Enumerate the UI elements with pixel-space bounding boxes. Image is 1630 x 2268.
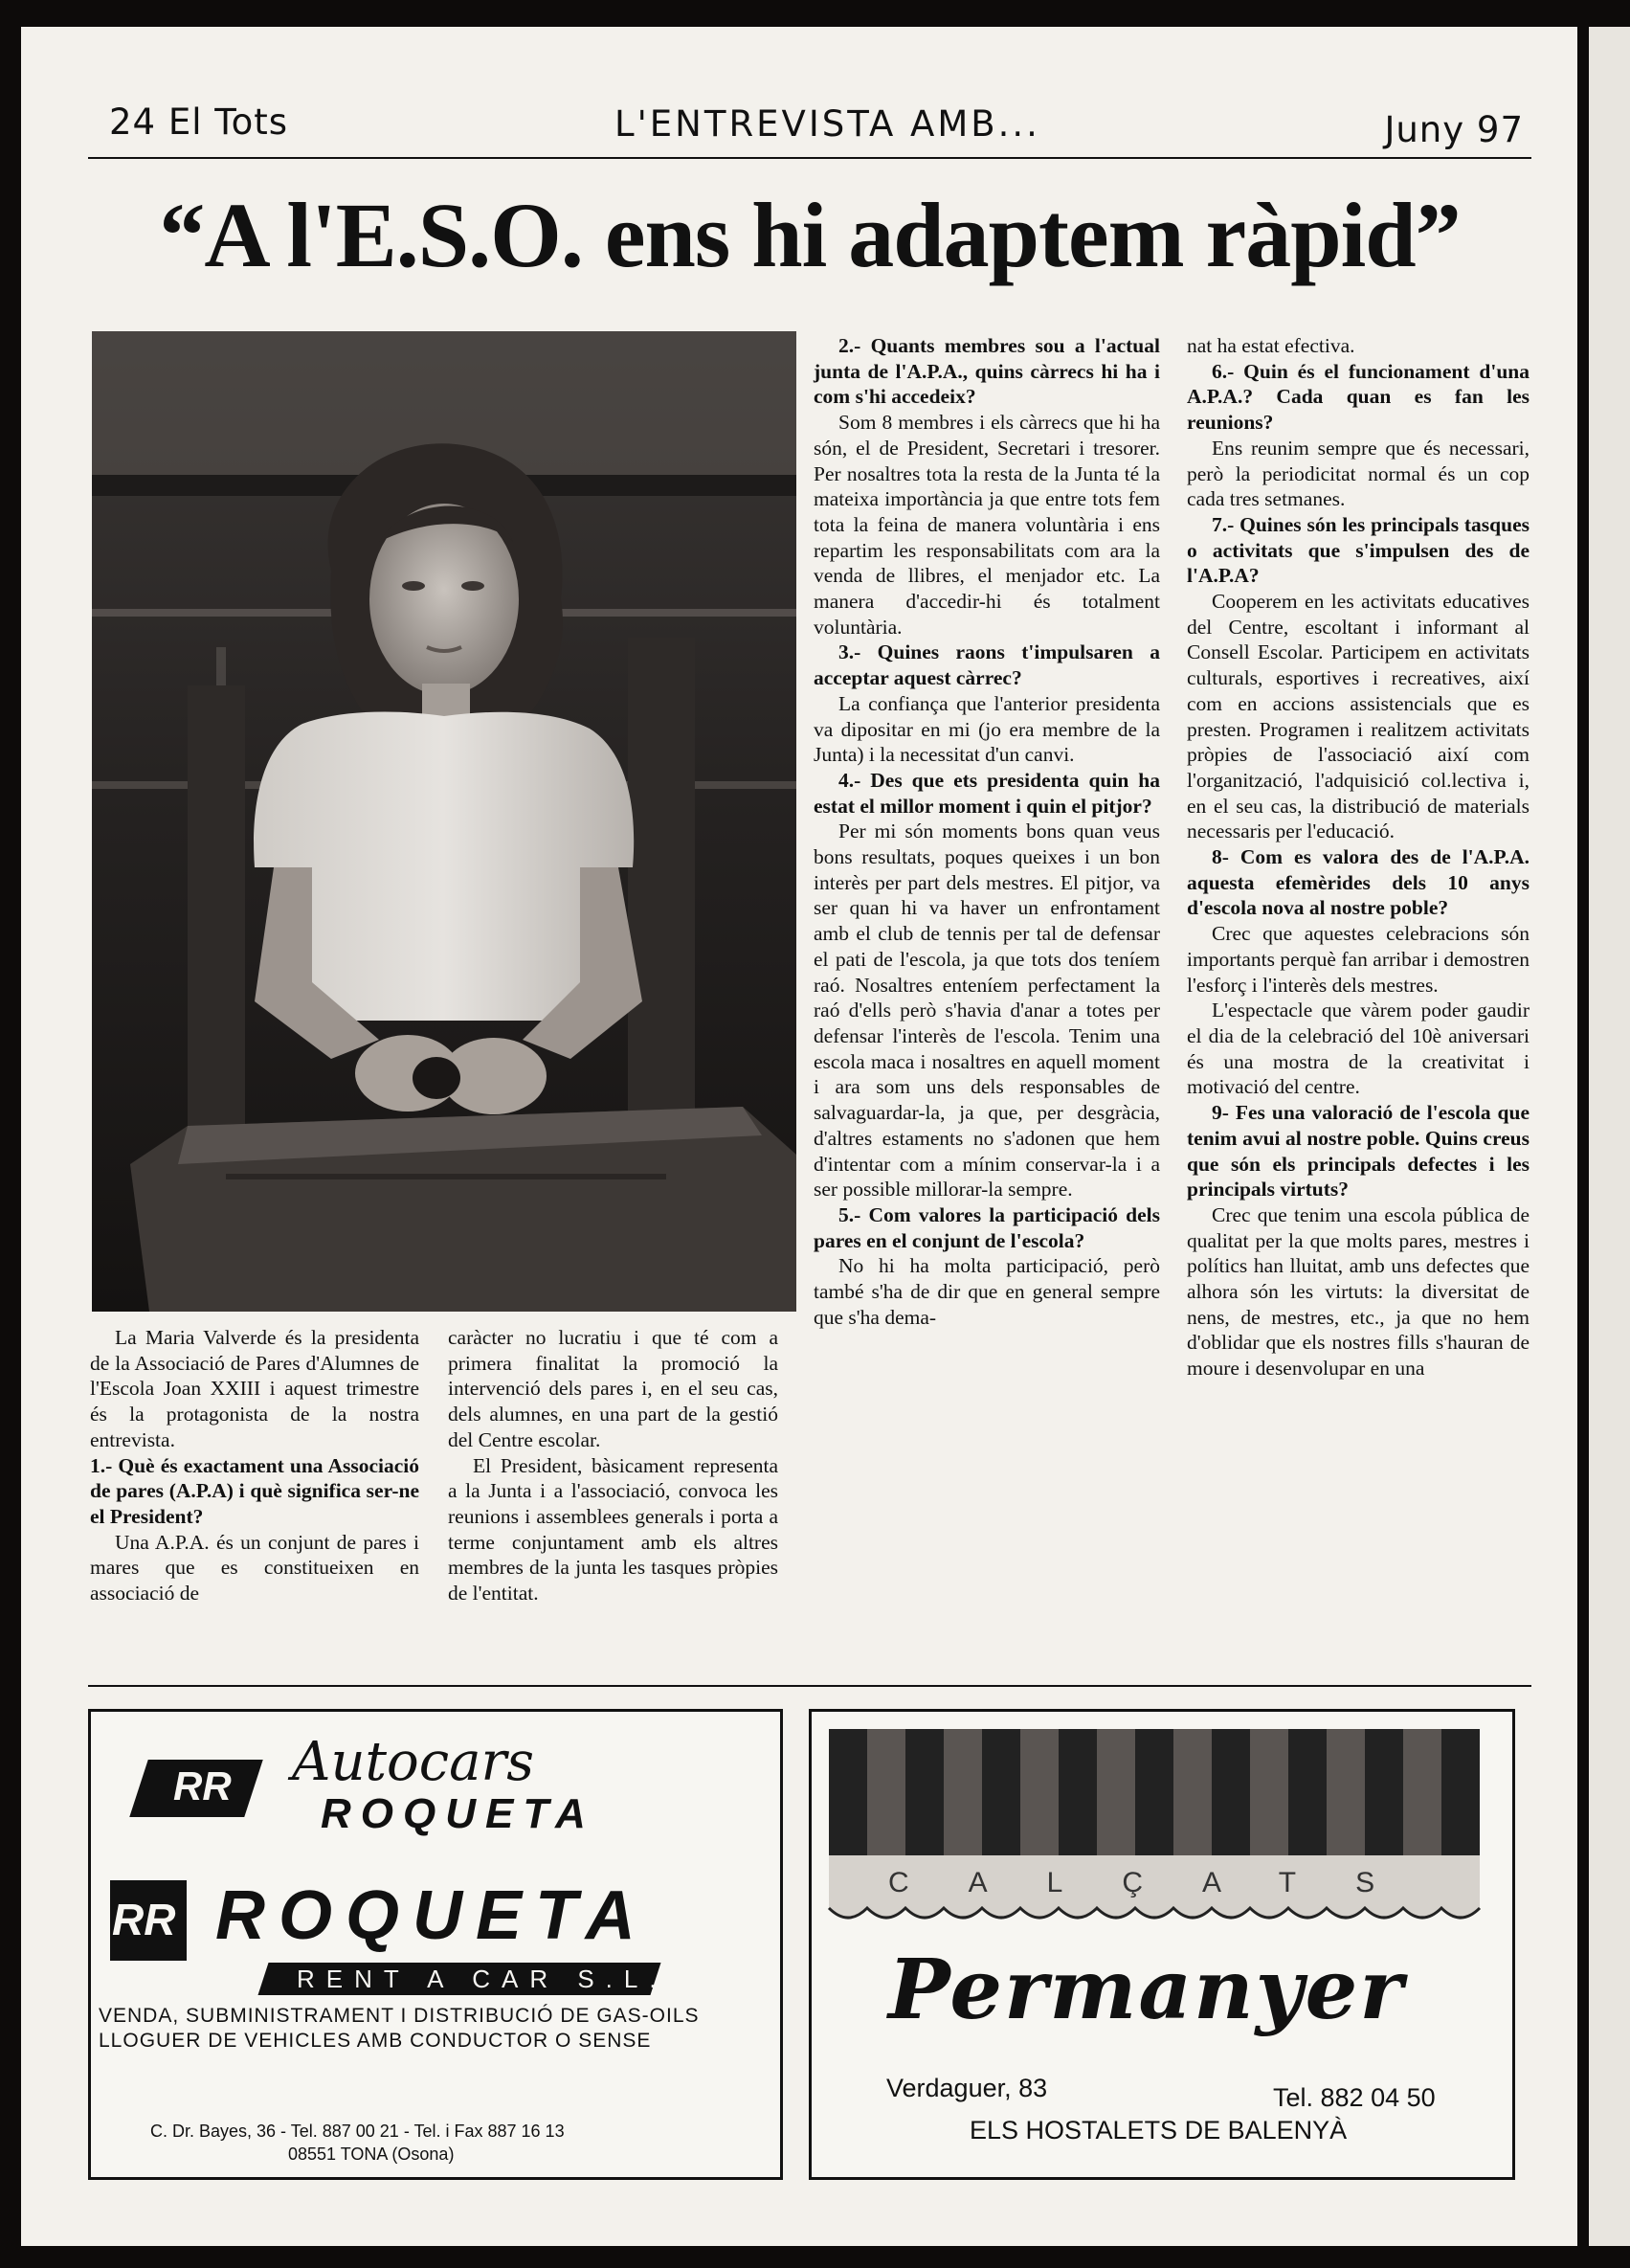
permanyer-street: Verdaguer, 83 <box>886 2074 1048 2102</box>
intro-paragraph: La Maria Valverde és la presidenta de la Associació de Pares d'Alumnes de l'Escola Joan XXIII i aquest trimestre és la protagonista de la nostra entrevista. <box>90 1326 419 1451</box>
answer-7: Cooperem en les activitats educatives del Centre, escoltant i informant al Consell Escolar. Participem en activitats culturals, esportives i recreatives, així com en accions assistencials que es presten. Programen i realitzem activitats pròpies de l'associació així com l'organització, l'adquisició col.lectiva i, en el seu cas, la distribució de materials necessaris per l'educació. <box>1187 590 1530 843</box>
roqueta-logo-mark-2: RR <box>112 1895 176 1944</box>
ad-calcats-permanyer <box>809 1709 1515 2180</box>
page-number-and-title: 24 El Tots <box>109 101 288 143</box>
question-3: 3.- Quines raons t'impulsaren a acceptar aquest càrrec? <box>814 640 1160 690</box>
answer-6: Ens reunim sempre que és necessari, però la periodicitat normal és un cop cada tres setmanes. <box>1187 436 1530 511</box>
permanyer-phone: Tel. 882 04 50 <box>1273 2083 1436 2112</box>
answer-4: Per mi són moments bons quan veus bons resultats, poques queixes i un bon interès per part dels mestres. El pitjor, va ser quan hi va haver un enfrontament amb el club de tennis per tal de defensar el pati de l'escola, ja que tots dos teníem raó. Nosaltres enteníem perfectament la raó d'ells però s'havia d'anar a totes per defensar l'interès de l'escola. Tenim una escola maca i nosaltres en aquell moment i ara som uns dels responsables de salvaguardar-la, ja que, per desgràcia, d'altres estaments no s'adonen que hem d'intentar com a mínim conservar-la i a ser possible millorar-la sempre. <box>814 820 1160 1201</box>
answer-1-president: El President, bàsicament representa a la Junta i a l'associació, convoca les reunions i assemblees generals i porta a terme conjuntament amb els altres membres de la junta les tasques pròpies de l'entitat. <box>448 1453 778 1606</box>
roqueta-services-1: VENDA, SUBMINISTRAMENT I DISTRIBUCIÓ DE GAS-OILS <box>99 2005 700 2027</box>
roqueta-address: C. Dr. Bayes, 36 - Tel. 887 00 21 - Tel. i Fax 887 16 13 <box>150 2122 565 2141</box>
answer-2: Som 8 membres i els càrrecs que hi ha són, el de President, Secretari i tresorer. Per nosaltres tota la resta de la Junta té la mateixa importància ja que entre tots fem tota la feina de manera voluntària i ens repartim les responsabilitats com ara la venda de llibres, el menjador etc. La manera d'accedir-hi és totalment voluntària. <box>814 411 1160 639</box>
column-4 <box>1187 333 1530 1381</box>
ads-divider <box>88 1685 1531 1687</box>
awning-label: CALÇATS <box>888 1867 1435 1898</box>
answer-5: No hi ha molta participació, però també s'ha de dir que en general sempre que s'ha dema- <box>814 1254 1160 1329</box>
answer-1-continued: caràcter no lucratiu i que té com a primera finalitat la promoció la intervenció dels pares i, en el seu cas, dels alumnes, en una part de la gestió del Centre escolar. <box>448 1326 778 1451</box>
roqueta-city: 08551 TONA (Osona) <box>288 2144 455 2164</box>
question-5: 5.- Com valores la participació dels pares en el conjunt de l'escola? <box>814 1202 1160 1252</box>
question-2: 2.- Quants membres sou a l'actual junta de l'A.P.A., quins càrrecs hi ha i com s'hi accedeix? <box>814 334 1160 409</box>
rent-a-car-label: RENT A CAR S.L. <box>297 1965 668 1993</box>
answer-9: Crec que tenim una escola pública de qualitat per la que molts pares, mestres i polítics han lluitat, amb uns defectes que alhora són les virtuts: la diversitat de nens, de mestres, etc., ja que no hem d'oblidar que els nostres fills s'hauran de moure i desenvolupar en una <box>1187 1202 1530 1381</box>
question-8: 8- Com es valora des de l'A.P.A. aquesta efemèrides dels 10 anys d'escola nova al nostre poble? <box>1187 845 1530 920</box>
answer-3: La confiança que l'anterior presidenta va dipositar en mi (jo era membre de la Junta) i la necessitat d'un canvi. <box>814 691 1160 767</box>
headline: “A l'E.S.O. ens hi adaptem ràpid” <box>159 184 1461 286</box>
column-3 <box>814 333 1160 1330</box>
question-7: 7.- Quines són les principals tasques o activitats que s'impulsen des de l'A.P.A? <box>1187 512 1530 588</box>
answer-1: Una A.P.A. és un conjunt de pares i mares que es constitueixen en associació de <box>90 1530 419 1606</box>
page-header <box>88 80 1531 159</box>
answer-8b: L'espectacle que vàrem poder gaudir el dia de la celebració del 10è aniversari és una mostra de la creativitat i motivació del centre. <box>1187 999 1530 1099</box>
question-6: 6.- Quin és el funcionament d'una A.P.A.? Cada quan es fan les reunions? <box>1187 359 1530 435</box>
roqueta-brand-large: ROQUETA <box>215 1877 649 1954</box>
column-1 <box>90 1325 419 1606</box>
question-9: 9- Fes una valoració de l'escola que tenim avui al nostre poble. Quins creus que són els principals defectes i les principals virtuts? <box>1187 1101 1530 1201</box>
roqueta-logo-mark: RR <box>173 1763 232 1808</box>
permanyer-brand: Permanyer <box>888 1942 1405 2038</box>
roqueta-services-2: LLOGUER DE VEHICLES AMB CONDUCTOR O SENSE <box>99 2030 652 2052</box>
column-2 <box>448 1325 778 1606</box>
portrait-photo-illustration <box>92 331 796 1312</box>
section-title: L'ENTREVISTA AMB... <box>614 103 1040 145</box>
issue-date: Juny 97 <box>1384 109 1524 150</box>
roqueta-script: Autocars <box>292 1731 534 1793</box>
question-1: 1.- Què és exactament una Associació de pares (A.P.A) i què significa ser-ne el President? <box>90 1453 419 1528</box>
ad-autocars-roqueta <box>88 1709 783 2180</box>
next-page-edge <box>1589 27 1630 2246</box>
answer-8a: Crec que aquestes celebracions són importants perquè fan arribar i demostren l'esforç i l'interès dels mestres. <box>1187 922 1530 997</box>
portrait-photo <box>92 331 796 1312</box>
roqueta-brand-small: ROQUETA <box>321 1790 595 1837</box>
question-4: 4.- Des que ets presidenta quin ha estat el millor moment i quin el pitjor? <box>814 768 1160 818</box>
answer-5-continued: nat ha estat efectiva. <box>1187 334 1355 357</box>
permanyer-town: ELS HOSTALETS DE BALENYÀ <box>970 2116 1348 2144</box>
